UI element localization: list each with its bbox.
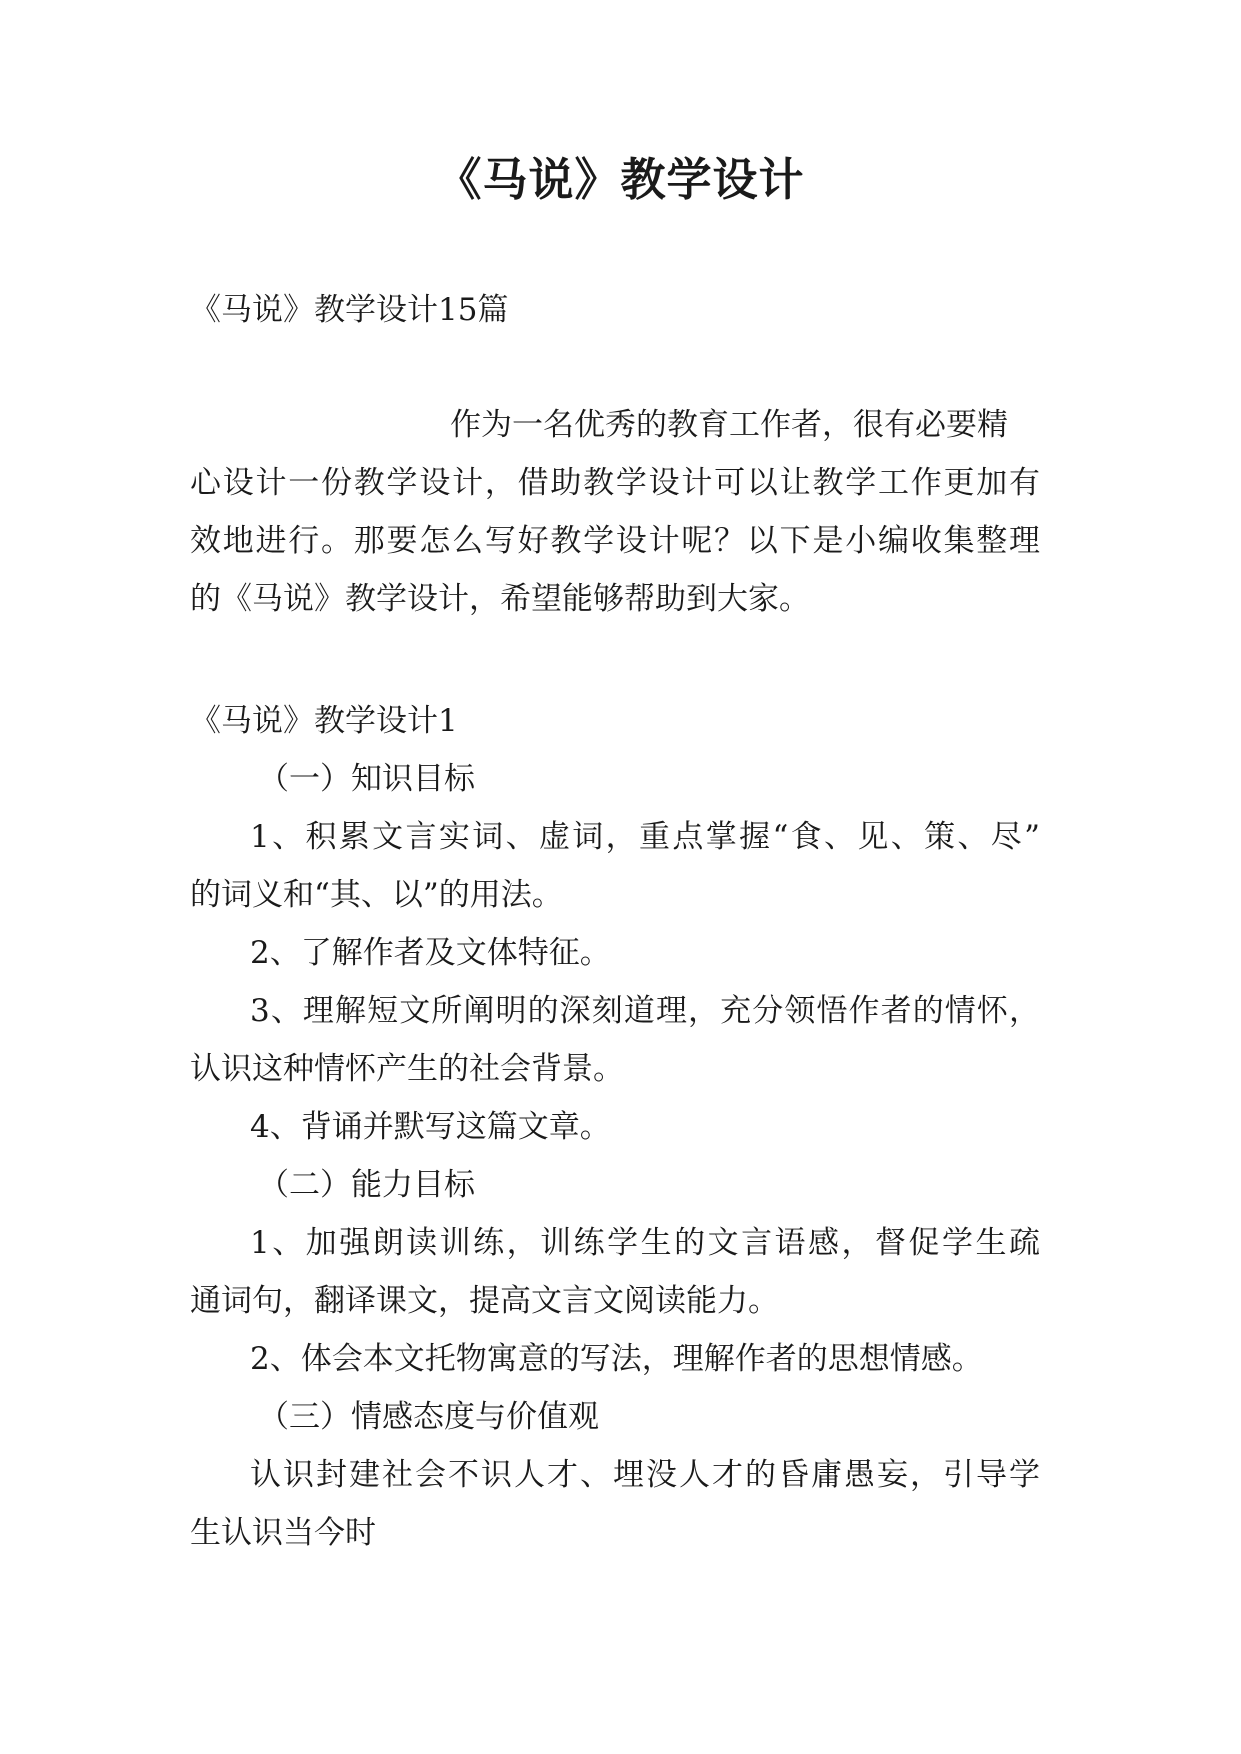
body-line: 1、积累文言实词、虚词，重点掌握“食、见、策、尽” [250, 819, 1040, 855]
body-line: 2、体会本文托物寓意的写法，理解作者的思想情感。 [250, 1341, 983, 1377]
body-line: 的词义和“其、以”的用法。 [190, 877, 563, 913]
body-line: 认识封建社会不识人才、埋没人才的昏庸愚妄，引导学 [250, 1457, 1040, 1493]
body-line: 通词句，翻译课文，提高文言文阅读能力。 [190, 1283, 779, 1319]
body-line: 1、加强朗读训练，训练学生的文言语感，督促学生疏 [250, 1225, 1040, 1261]
document-title: 《马说》教学设计 [436, 153, 805, 206]
body-line: 3、理解短文所阐明的深刻道理，充分领悟作者的情怀， [250, 993, 1040, 1029]
intro-line-2: 心设计一份教学设计，借助教学设计可以让教学工作更加有 [190, 465, 1040, 501]
body-line: 生认识当今时 [190, 1515, 376, 1551]
intro-line-4: 的《马说》教学设计，希望能够帮助到大家。 [190, 581, 810, 617]
subheading-values: （三）情感态度与价值观 [258, 1399, 599, 1435]
intro-line-1: 作为一名优秀的教育工作者，很有必要精 [450, 407, 1008, 443]
subheading-knowledge: （一）知识目标 [258, 761, 475, 797]
body-line: 2、了解作者及文体特征。 [250, 935, 611, 971]
body-line: 认识这种情怀产生的社会背景。 [190, 1051, 624, 1087]
body-line: 4、背诵并默写这篇文章。 [250, 1109, 611, 1145]
document-subtitle: 《马说》教学设计15篇 [190, 292, 509, 328]
intro-line-3: 效地进行。那要怎么写好教学设计呢？以下是小编收集整理 [190, 523, 1040, 559]
subheading-ability: （二）能力目标 [258, 1167, 475, 1203]
section-heading: 《马说》教学设计1 [190, 703, 458, 739]
